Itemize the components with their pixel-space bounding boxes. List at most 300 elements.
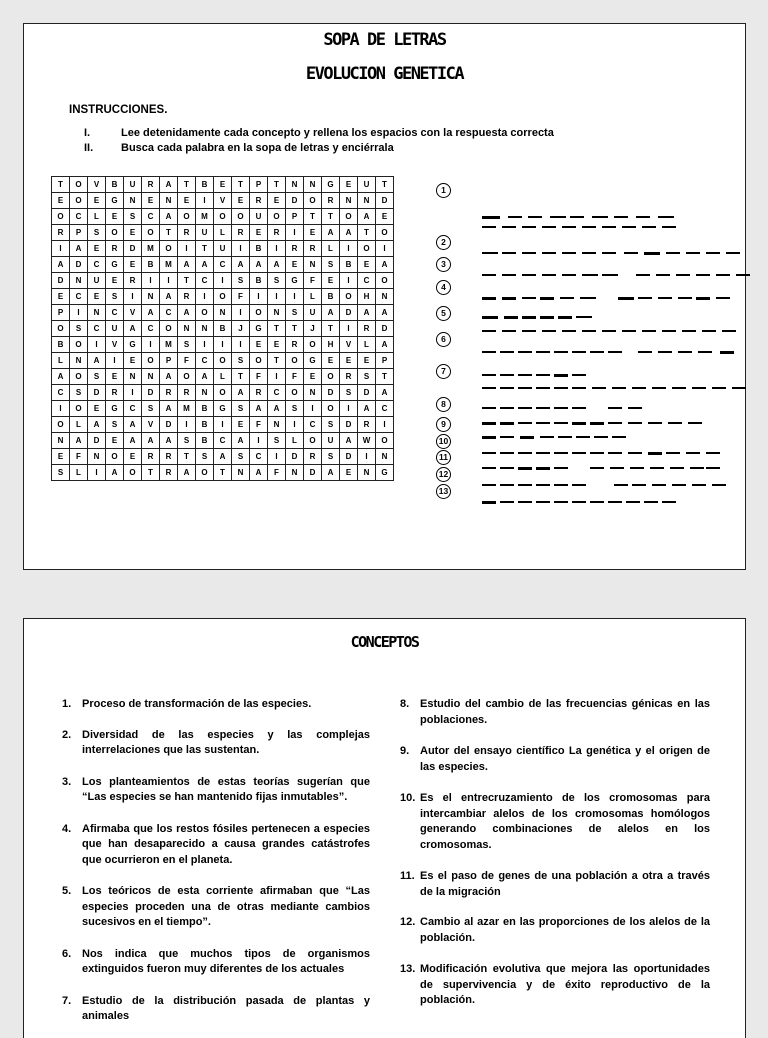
grid-cell[interactable]: C xyxy=(52,385,70,401)
answer-blank[interactable] xyxy=(500,422,514,425)
answer-blank[interactable] xyxy=(502,297,516,300)
grid-cell[interactable]: A xyxy=(340,433,358,449)
grid-cell[interactable]: N xyxy=(142,369,160,385)
grid-cell[interactable]: I xyxy=(376,241,394,257)
grid-cell[interactable]: N xyxy=(304,385,322,401)
grid-cell[interactable]: L xyxy=(214,369,232,385)
answer-blank[interactable] xyxy=(672,484,686,486)
grid-cell[interactable]: N xyxy=(286,465,304,481)
grid-cell[interactable]: D xyxy=(304,465,322,481)
grid-cell[interactable]: A xyxy=(232,257,250,273)
grid-cell[interactable]: S xyxy=(142,401,160,417)
grid-cell[interactable]: V xyxy=(214,193,232,209)
grid-cell[interactable]: N xyxy=(268,417,286,433)
grid-cell[interactable]: O xyxy=(214,209,232,225)
grid-cell[interactable]: I xyxy=(142,337,160,353)
grid-cell[interactable]: V xyxy=(106,337,124,353)
grid-cell[interactable]: F xyxy=(178,353,196,369)
answer-blank[interactable] xyxy=(518,484,532,486)
answer-blank[interactable] xyxy=(500,501,514,503)
grid-cell[interactable]: S xyxy=(106,417,124,433)
answer-blank[interactable] xyxy=(702,330,716,332)
answer-blank[interactable] xyxy=(482,252,498,254)
grid-cell[interactable]: N xyxy=(286,177,304,193)
grid-cell[interactable]: N xyxy=(304,177,322,193)
answer-blank[interactable] xyxy=(536,484,550,486)
answer-blank[interactable] xyxy=(528,216,542,218)
answer-blank[interactable] xyxy=(590,351,604,353)
answer-blank[interactable] xyxy=(554,484,568,486)
grid-cell[interactable]: M xyxy=(160,257,178,273)
answer-blank[interactable] xyxy=(630,467,644,469)
grid-cell[interactable]: N xyxy=(70,353,88,369)
answer-blank[interactable] xyxy=(482,216,500,219)
grid-cell[interactable]: C xyxy=(304,417,322,433)
grid-cell[interactable]: E xyxy=(88,289,106,305)
answer-blank[interactable] xyxy=(608,407,622,409)
answer-blank[interactable] xyxy=(502,252,516,254)
grid-cell[interactable]: B xyxy=(52,337,70,353)
answer-blank[interactable] xyxy=(678,297,692,299)
answer-blank[interactable] xyxy=(706,252,720,254)
grid-cell[interactable]: O xyxy=(304,433,322,449)
grid-cell[interactable]: T xyxy=(268,321,286,337)
grid-cell[interactable]: A xyxy=(160,369,178,385)
answer-blank[interactable] xyxy=(482,374,496,376)
answer-blank[interactable] xyxy=(562,274,576,276)
grid-cell[interactable]: N xyxy=(52,433,70,449)
grid-cell[interactable]: E xyxy=(268,337,286,353)
answer-blank[interactable] xyxy=(482,316,498,319)
grid-cell[interactable]: A xyxy=(376,337,394,353)
answer-blank[interactable] xyxy=(522,252,536,254)
grid-cell[interactable]: N xyxy=(358,193,376,209)
grid-cell[interactable]: U xyxy=(124,177,142,193)
answer-blank[interactable] xyxy=(518,374,532,376)
grid-cell[interactable]: B xyxy=(250,273,268,289)
grid-cell[interactable]: F xyxy=(268,465,286,481)
grid-cell[interactable]: S xyxy=(268,433,286,449)
answer-blank[interactable] xyxy=(692,387,706,389)
answer-blank[interactable] xyxy=(576,316,592,318)
grid-cell[interactable]: U xyxy=(88,273,106,289)
grid-cell[interactable]: E xyxy=(340,353,358,369)
grid-cell[interactable]: R xyxy=(178,385,196,401)
answer-blank[interactable] xyxy=(622,226,636,228)
grid-cell[interactable]: S xyxy=(232,353,250,369)
answer-blank[interactable] xyxy=(482,501,496,504)
grid-cell[interactable]: O xyxy=(124,465,142,481)
grid-cell[interactable]: R xyxy=(304,241,322,257)
grid-cell[interactable]: R xyxy=(142,177,160,193)
answer-blank[interactable] xyxy=(726,252,740,254)
answer-blank[interactable] xyxy=(482,274,496,276)
grid-cell[interactable]: W xyxy=(358,433,376,449)
answer-blank[interactable] xyxy=(522,297,536,299)
answer-blank[interactable] xyxy=(590,467,604,469)
grid-cell[interactable]: I xyxy=(124,385,142,401)
grid-cell[interactable]: S xyxy=(322,417,340,433)
grid-cell[interactable]: E xyxy=(340,177,358,193)
answer-blank[interactable] xyxy=(678,351,692,353)
grid-cell[interactable]: S xyxy=(268,273,286,289)
answer-blank[interactable] xyxy=(482,226,496,228)
answer-blank[interactable] xyxy=(482,467,496,469)
grid-cell[interactable]: G xyxy=(124,337,142,353)
grid-cell[interactable]: C xyxy=(214,257,232,273)
grid-cell[interactable]: D xyxy=(358,385,376,401)
grid-cell[interactable]: I xyxy=(214,273,232,289)
grid-cell[interactable]: A xyxy=(196,257,214,273)
grid-cell[interactable]: O xyxy=(142,225,160,241)
grid-cell[interactable]: C xyxy=(70,209,88,225)
grid-cell[interactable]: A xyxy=(178,257,196,273)
answer-blank[interactable] xyxy=(500,484,514,486)
answer-blank[interactable] xyxy=(644,252,660,255)
answer-blank[interactable] xyxy=(542,330,556,332)
answer-blank[interactable] xyxy=(642,226,656,228)
grid-cell[interactable]: A xyxy=(250,401,268,417)
grid-cell[interactable]: I xyxy=(106,353,124,369)
grid-cell[interactable]: I xyxy=(340,401,358,417)
answer-blank[interactable] xyxy=(518,422,532,424)
answer-blank[interactable] xyxy=(572,374,586,376)
answer-blank[interactable] xyxy=(482,387,496,389)
answer-blank[interactable] xyxy=(696,297,710,300)
answer-blank[interactable] xyxy=(676,274,690,276)
answer-blank[interactable] xyxy=(554,387,568,389)
answer-blank[interactable] xyxy=(608,501,622,503)
grid-cell[interactable]: R xyxy=(358,417,376,433)
grid-cell[interactable]: E xyxy=(322,353,340,369)
grid-cell[interactable]: C xyxy=(358,273,376,289)
grid-cell[interactable]: E xyxy=(124,225,142,241)
answer-blank[interactable] xyxy=(562,252,576,254)
answer-blank[interactable] xyxy=(520,436,534,439)
grid-cell[interactable]: E xyxy=(106,273,124,289)
grid-cell[interactable]: E xyxy=(268,193,286,209)
grid-cell[interactable]: O xyxy=(178,209,196,225)
grid-cell[interactable]: S xyxy=(178,433,196,449)
grid-cell[interactable]: L xyxy=(52,353,70,369)
grid-cell[interactable]: C xyxy=(88,257,106,273)
answer-blank[interactable] xyxy=(658,297,672,299)
grid-cell[interactable]: A xyxy=(340,225,358,241)
grid-cell[interactable]: C xyxy=(106,305,124,321)
grid-cell[interactable]: D xyxy=(88,385,106,401)
grid-cell[interactable]: N xyxy=(358,465,376,481)
grid-cell[interactable]: O xyxy=(304,193,322,209)
grid-cell[interactable]: E xyxy=(214,177,232,193)
grid-cell[interactable]: S xyxy=(178,337,196,353)
grid-cell[interactable]: N xyxy=(124,369,142,385)
grid-cell[interactable]: O xyxy=(250,305,268,321)
grid-cell[interactable]: I xyxy=(286,225,304,241)
grid-cell[interactable]: B xyxy=(142,257,160,273)
grid-cell[interactable]: D xyxy=(340,417,358,433)
grid-cell[interactable]: D xyxy=(286,449,304,465)
answer-blank[interactable] xyxy=(592,387,606,389)
grid-cell[interactable]: J xyxy=(304,321,322,337)
grid-cell[interactable]: E xyxy=(286,257,304,273)
answer-blank[interactable] xyxy=(542,274,556,276)
grid-cell[interactable]: A xyxy=(88,353,106,369)
answer-blank[interactable] xyxy=(592,216,608,218)
grid-cell[interactable]: E xyxy=(376,209,394,225)
grid-cell[interactable]: N xyxy=(376,449,394,465)
grid-cell[interactable]: R xyxy=(322,193,340,209)
grid-cell[interactable]: N xyxy=(70,273,88,289)
grid-cell[interactable]: R xyxy=(286,241,304,257)
grid-cell[interactable]: N xyxy=(340,193,358,209)
answer-blank[interactable] xyxy=(540,297,554,300)
grid-cell[interactable]: E xyxy=(358,353,376,369)
grid-cell[interactable]: S xyxy=(88,369,106,385)
grid-cell[interactable]: M xyxy=(142,241,160,257)
grid-cell[interactable]: O xyxy=(106,225,124,241)
answer-blank[interactable] xyxy=(650,467,664,469)
grid-cell[interactable]: E xyxy=(322,273,340,289)
grid-cell[interactable]: I xyxy=(232,305,250,321)
grid-cell[interactable]: C xyxy=(250,449,268,465)
grid-cell[interactable]: T xyxy=(376,177,394,193)
grid-cell[interactable]: C xyxy=(268,385,286,401)
grid-cell[interactable]: S xyxy=(286,401,304,417)
answer-blank[interactable] xyxy=(572,407,586,409)
answer-blank[interactable] xyxy=(500,387,514,389)
grid-cell[interactable]: D xyxy=(160,417,178,433)
grid-cell[interactable]: N xyxy=(160,193,178,209)
answer-blank[interactable] xyxy=(554,422,568,424)
grid-cell[interactable]: D xyxy=(142,385,160,401)
answer-blank[interactable] xyxy=(602,330,616,332)
answer-blank[interactable] xyxy=(482,436,496,439)
grid-cell[interactable]: A xyxy=(52,369,70,385)
grid-cell[interactable]: R xyxy=(142,449,160,465)
grid-cell[interactable]: G xyxy=(250,321,268,337)
grid-cell[interactable]: O xyxy=(52,209,70,225)
answer-blank[interactable] xyxy=(482,422,496,425)
answer-blank[interactable] xyxy=(590,422,604,425)
grid-cell[interactable]: A xyxy=(322,305,340,321)
answer-blank[interactable] xyxy=(712,484,726,486)
answer-blank[interactable] xyxy=(522,274,536,276)
grid-cell[interactable]: A xyxy=(142,433,160,449)
answer-blank[interactable] xyxy=(536,407,550,409)
grid-cell[interactable]: A xyxy=(232,433,250,449)
grid-cell[interactable]: O xyxy=(358,241,376,257)
grid-cell[interactable]: C xyxy=(142,321,160,337)
grid-cell[interactable]: U xyxy=(106,321,124,337)
grid-cell[interactable]: S xyxy=(286,305,304,321)
grid-cell[interactable]: N xyxy=(214,305,232,321)
answer-blank[interactable] xyxy=(666,452,680,454)
answer-blank[interactable] xyxy=(614,484,628,486)
grid-cell[interactable]: E xyxy=(106,369,124,385)
answer-blank[interactable] xyxy=(668,422,682,424)
grid-cell[interactable]: A xyxy=(358,401,376,417)
grid-cell[interactable]: I xyxy=(196,193,214,209)
answer-blank[interactable] xyxy=(656,274,670,276)
answer-blank[interactable] xyxy=(572,501,586,503)
grid-cell[interactable]: N xyxy=(196,385,214,401)
grid-cell[interactable]: D xyxy=(340,449,358,465)
grid-cell[interactable]: O xyxy=(340,289,358,305)
grid-cell[interactable]: E xyxy=(232,417,250,433)
answer-blank[interactable] xyxy=(636,274,650,276)
grid-cell[interactable]: E xyxy=(106,209,124,225)
grid-cell[interactable]: O xyxy=(52,321,70,337)
grid-cell[interactable]: B xyxy=(196,433,214,449)
answer-blank[interactable] xyxy=(736,274,750,276)
answer-blank[interactable] xyxy=(608,351,622,353)
answer-blank[interactable] xyxy=(614,216,628,218)
grid-cell[interactable]: T xyxy=(232,177,250,193)
answer-blank[interactable] xyxy=(582,274,598,276)
answer-blank[interactable] xyxy=(562,330,576,332)
grid-cell[interactable]: M xyxy=(178,401,196,417)
answer-blank[interactable] xyxy=(502,274,516,276)
answer-blank[interactable] xyxy=(712,387,726,389)
answer-blank[interactable] xyxy=(554,407,568,409)
answer-blank[interactable] xyxy=(554,467,568,469)
grid-cell[interactable]: S xyxy=(196,449,214,465)
answer-blank[interactable] xyxy=(558,436,572,438)
answer-blank[interactable] xyxy=(536,422,550,424)
grid-cell[interactable]: S xyxy=(70,321,88,337)
answer-blank[interactable] xyxy=(722,330,736,332)
grid-cell[interactable]: N xyxy=(268,305,286,321)
grid-cell[interactable]: A xyxy=(178,305,196,321)
grid-cell[interactable]: P xyxy=(52,305,70,321)
grid-cell[interactable]: U xyxy=(196,225,214,241)
grid-cell[interactable]: D xyxy=(340,305,358,321)
grid-cell[interactable]: A xyxy=(268,401,286,417)
grid-cell[interactable]: E xyxy=(358,257,376,273)
grid-cell[interactable]: A xyxy=(358,209,376,225)
answer-blank[interactable] xyxy=(632,484,646,486)
grid-cell[interactable]: T xyxy=(178,449,196,465)
grid-cell[interactable]: E xyxy=(250,337,268,353)
answer-blank[interactable] xyxy=(624,252,638,254)
grid-cell[interactable]: A xyxy=(160,433,178,449)
answer-blank[interactable] xyxy=(622,330,636,332)
grid-cell[interactable]: J xyxy=(232,321,250,337)
grid-cell[interactable]: R xyxy=(160,385,178,401)
grid-cell[interactable]: M xyxy=(196,209,214,225)
grid-cell[interactable]: S xyxy=(88,225,106,241)
answer-blank[interactable] xyxy=(500,374,514,376)
grid-cell[interactable]: O xyxy=(106,449,124,465)
grid-cell[interactable]: D xyxy=(286,193,304,209)
answer-blank[interactable] xyxy=(500,467,514,469)
answer-blank[interactable] xyxy=(626,501,640,503)
answer-blank[interactable] xyxy=(662,330,676,332)
answer-blank[interactable] xyxy=(682,330,696,332)
grid-cell[interactable]: F xyxy=(304,273,322,289)
grid-cell[interactable]: T xyxy=(52,177,70,193)
answer-blank[interactable] xyxy=(612,436,626,438)
answer-blank[interactable] xyxy=(554,452,568,454)
answer-blank[interactable] xyxy=(522,226,536,228)
grid-cell[interactable]: R xyxy=(106,385,124,401)
grid-cell[interactable]: I xyxy=(268,241,286,257)
grid-cell[interactable]: O xyxy=(160,321,178,337)
grid-cell[interactable]: T xyxy=(160,225,178,241)
grid-cell[interactable]: T xyxy=(358,225,376,241)
grid-cell[interactable]: O xyxy=(214,353,232,369)
grid-cell[interactable]: B xyxy=(340,257,358,273)
grid-cell[interactable]: R xyxy=(340,369,358,385)
grid-cell[interactable]: O xyxy=(70,401,88,417)
answer-blank[interactable] xyxy=(618,297,634,300)
answer-blank[interactable] xyxy=(602,226,616,228)
grid-cell[interactable]: T xyxy=(214,465,232,481)
grid-cell[interactable]: C xyxy=(214,433,232,449)
answer-blank[interactable] xyxy=(536,374,550,376)
grid-cell[interactable]: V xyxy=(142,417,160,433)
answer-blank[interactable] xyxy=(716,274,730,276)
answer-blank[interactable] xyxy=(608,422,622,424)
grid-cell[interactable]: A xyxy=(376,385,394,401)
answer-blank[interactable] xyxy=(550,216,566,218)
grid-cell[interactable]: O xyxy=(376,273,394,289)
grid-cell[interactable]: B xyxy=(250,241,268,257)
answer-blank[interactable] xyxy=(500,452,514,454)
grid-cell[interactable]: O xyxy=(52,417,70,433)
answer-blank[interactable] xyxy=(690,467,704,469)
grid-cell[interactable]: E xyxy=(232,193,250,209)
grid-cell[interactable]: O xyxy=(214,385,232,401)
grid-cell[interactable]: C xyxy=(376,401,394,417)
grid-cell[interactable]: U xyxy=(304,305,322,321)
grid-cell[interactable]: F xyxy=(70,449,88,465)
answer-blank[interactable] xyxy=(540,316,554,319)
answer-blank[interactable] xyxy=(508,216,522,218)
grid-cell[interactable]: R xyxy=(268,225,286,241)
answer-blank[interactable] xyxy=(500,407,514,409)
grid-cell[interactable]: I xyxy=(340,273,358,289)
answer-blank[interactable] xyxy=(500,351,514,353)
grid-cell[interactable]: R xyxy=(160,465,178,481)
answer-blank[interactable] xyxy=(696,274,710,276)
answer-blank[interactable] xyxy=(686,452,700,454)
grid-cell[interactable]: N xyxy=(376,289,394,305)
answer-blank[interactable] xyxy=(638,351,652,353)
answer-blank[interactable] xyxy=(652,484,666,486)
grid-cell[interactable]: E xyxy=(88,401,106,417)
answer-blank[interactable] xyxy=(716,297,730,299)
answer-blank[interactable] xyxy=(594,436,608,438)
answer-blank[interactable] xyxy=(608,452,622,454)
grid-cell[interactable]: I xyxy=(340,321,358,337)
grid-cell[interactable]: T xyxy=(304,209,322,225)
grid-cell[interactable]: O xyxy=(232,209,250,225)
grid-cell[interactable]: E xyxy=(304,369,322,385)
grid-cell[interactable]: T xyxy=(322,209,340,225)
answer-blank[interactable] xyxy=(518,387,532,389)
grid-cell[interactable]: T xyxy=(322,321,340,337)
grid-cell[interactable]: I xyxy=(340,241,358,257)
grid-cell[interactable]: R xyxy=(250,385,268,401)
answer-blank[interactable] xyxy=(590,452,604,454)
grid-cell[interactable]: E xyxy=(88,241,106,257)
grid-cell[interactable]: A xyxy=(160,401,178,417)
grid-cell[interactable]: N xyxy=(304,257,322,273)
grid-cell[interactable]: D xyxy=(70,257,88,273)
grid-cell[interactable]: O xyxy=(70,337,88,353)
grid-cell[interactable]: S xyxy=(358,369,376,385)
